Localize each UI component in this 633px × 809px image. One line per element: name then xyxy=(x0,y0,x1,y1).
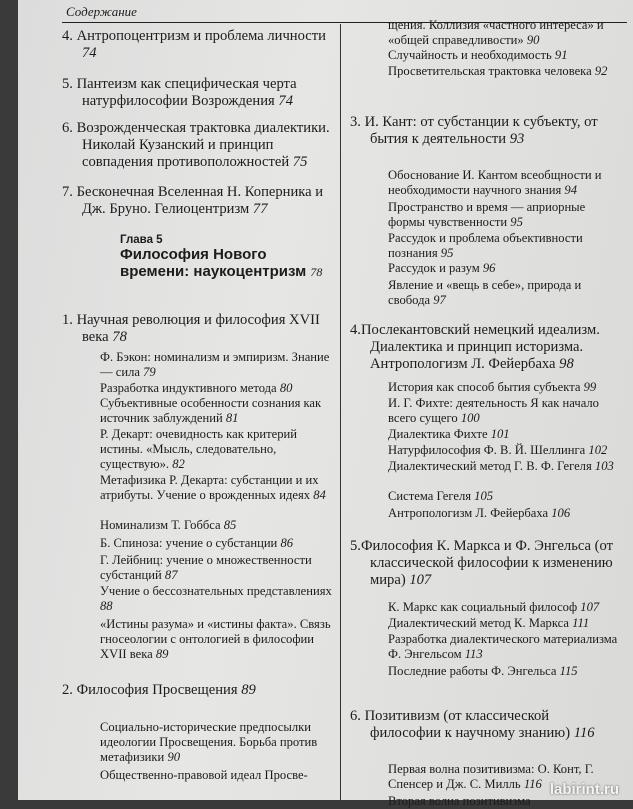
watermark: labirint.ru xyxy=(549,781,619,798)
page-number: 86 xyxy=(280,536,294,550)
page-number: 75 xyxy=(292,154,308,170)
entry-title: Социально-исторические предпосылки идеологии Просвещения. Борьба против метафизики xyxy=(100,720,318,764)
page-number: 95 xyxy=(440,246,454,260)
entry-title: 1. Научная революция и философия XVII века xyxy=(62,312,320,345)
page-number: 99 xyxy=(583,380,597,394)
entry-title: щения. Коллизия «частного интереса» и «общей справедливости» xyxy=(388,18,604,47)
page-number: 101 xyxy=(490,427,510,441)
page-number: 87 xyxy=(164,568,178,582)
page-number: 74 xyxy=(278,93,293,109)
page-number: 77 xyxy=(252,201,268,217)
toc-subsection-entry xyxy=(350,200,622,230)
page-number: 115 xyxy=(559,664,578,678)
entry-title: Метафизика Р. Декарта: субстанции и их атрибуты. Учение о врожденных идеях xyxy=(100,473,319,502)
toc-subsection-entry xyxy=(350,616,622,631)
page-number: 116 xyxy=(523,777,542,791)
page-number: 107 xyxy=(580,600,600,614)
page-number: 80 xyxy=(279,381,293,395)
toc-subsection-entry xyxy=(350,600,622,615)
page-number: 98 xyxy=(559,356,574,372)
chapter-title-text: Философия Нового времени: наукоцентризм xyxy=(120,246,311,280)
entry-title: 2. Философия Просвещения xyxy=(62,682,242,698)
entry-title: Последние работы Ф. Энгельса xyxy=(388,664,560,678)
page-number: 74 xyxy=(82,45,97,61)
entry-title: «Истины разума» и «истины факта». Связь гносеологии с онтологией в философии XVII века xyxy=(100,617,331,661)
entry-title: Общественно-правовой идеал Просве- xyxy=(100,768,308,782)
entry-title: Рассудок и разум xyxy=(388,261,483,275)
toc-subsection-entry xyxy=(62,720,332,765)
entry-title: Диалектика Фихте xyxy=(388,427,491,441)
entry-title: Разработка диалектического материализма Ф. Энгельсом xyxy=(388,632,618,661)
page-number: 107 xyxy=(409,572,432,588)
toc-subsection-entry xyxy=(350,18,622,48)
toc-section-entry xyxy=(350,708,622,742)
toc-section-entry xyxy=(350,322,622,373)
entry-title: Диалектический метод Г. В. Ф. Гегеля xyxy=(388,459,595,473)
toc-subsection-entry xyxy=(350,427,622,442)
toc-subsection-entry xyxy=(62,768,332,783)
toc-subsection-entry xyxy=(350,168,622,198)
toc-subsection-entry xyxy=(62,617,332,662)
page-number: 111 xyxy=(572,616,590,630)
page-number: 89 xyxy=(155,647,169,661)
column-divider xyxy=(340,24,341,800)
entry-title: Явление и «вещь в себе», природа и свобода xyxy=(388,278,582,307)
toc-subsection-entry xyxy=(62,381,332,396)
page-number: 89 xyxy=(241,682,256,698)
chapter-heading xyxy=(62,234,332,281)
toc-section-entry xyxy=(62,28,332,62)
entry-title: Натурфилософия Ф. В. Й. Шеллинга xyxy=(388,443,589,457)
entry-title: Г. Лейбниц: учение о множественности субстанций xyxy=(100,553,312,582)
entry-title: И. Г. Фихте: деятельность Я как начало всего сущего xyxy=(388,396,599,425)
entry-title: 6. Возрожденческая трактовка диалектики. Николай Кузанский и принцип совпадения противоположностей xyxy=(62,120,330,170)
page-number: 100 xyxy=(460,411,480,425)
toc-subsection-entry xyxy=(62,396,332,426)
toc-section-entry xyxy=(350,538,622,589)
entry-title: Система Гегеля xyxy=(388,489,475,503)
entry-title: Первая волна позитивизма: О. Конт, Г. Спенсер и Дж. С. Милль xyxy=(388,762,594,791)
page-number: 90 xyxy=(526,33,540,47)
page-number: 78 xyxy=(310,265,323,279)
toc-subsection-entry xyxy=(62,518,332,533)
page-number: 113 xyxy=(464,647,483,661)
page-number: 82 xyxy=(172,457,185,471)
entry-title: Случайность и необходимость xyxy=(388,48,555,62)
toc-subsection-entry xyxy=(350,459,622,474)
entry-title: Разработка индуктивного метода xyxy=(100,381,280,395)
page-number: 93 xyxy=(509,131,525,147)
entry-title: Пространство и время — априорные формы чувственности xyxy=(388,200,586,229)
entry-title: Антропологизм Л. Фейербаха xyxy=(388,506,552,520)
page-number: 85 xyxy=(223,518,237,532)
page-number: 78 xyxy=(112,329,127,345)
entry-title: 6. Позитивизм (от классической философии к научному знанию) xyxy=(350,708,574,741)
running-head: Содержание xyxy=(66,4,137,19)
toc-subsection-entry xyxy=(350,396,622,426)
toc-subsection-entry xyxy=(62,536,332,551)
entry-title: К. Маркс как социальный философ xyxy=(388,600,581,614)
page-number: 102 xyxy=(588,443,608,457)
chapter-title xyxy=(120,246,332,281)
entry-title: Вторая волна позитивизма xyxy=(388,794,531,808)
entry-title: 4.Послекантовский немецкий идеализм. Диалектика и принцип историзма. Антропологизм Л. Фейербаха xyxy=(350,322,600,372)
toc-subsection-entry xyxy=(350,261,622,276)
toc-subsection-entry xyxy=(62,473,332,503)
page-number: 88 xyxy=(100,599,113,613)
entry-title: 5. Пантеизм как специфическая черта натурфилософии Возрождения xyxy=(62,76,297,109)
page-number: 92 xyxy=(594,64,608,78)
page-number: 105 xyxy=(474,489,494,503)
entry-title: Субъективные особенности сознания как источник заблуждений xyxy=(100,396,322,425)
entry-title: 7. Бесконечная Вселенная Н. Коперника и Дж. Бруно. Гелиоцентризм xyxy=(62,184,324,217)
page-number: 94 xyxy=(564,183,577,197)
entry-title: Учение о бессознательных представлениях xyxy=(100,584,332,598)
page-number: 84 xyxy=(313,488,326,502)
entry-title: Диалектический метод К. Маркса xyxy=(388,616,573,630)
toc-section-entry xyxy=(62,312,332,346)
toc-section-entry xyxy=(62,76,332,110)
chapter-label: Глава 5 xyxy=(120,234,163,246)
toc-section-entry xyxy=(62,184,332,218)
page-number: 81 xyxy=(225,411,239,425)
page-number: 91 xyxy=(554,48,568,62)
page-number: 106 xyxy=(551,506,571,520)
toc-subsection-entry xyxy=(62,584,332,614)
page-number: 95 xyxy=(510,215,523,229)
entry-title: Просветительская трактовка человека xyxy=(388,64,595,78)
entry-title: Номинализм Т. Гоббса xyxy=(100,518,224,532)
page-number: 96 xyxy=(482,261,496,275)
entry-title: Рассудок и проблема объективности познания xyxy=(388,231,583,260)
page-number: 103 xyxy=(594,459,614,473)
entry-title: Б. Спиноза: учение о субстанции xyxy=(100,536,281,550)
entry-title: История как способ бытия субъекта xyxy=(388,380,584,394)
entry-title: 4. Антропоцентризм и проблема личности xyxy=(62,28,326,44)
toc-subsection-entry xyxy=(350,632,622,662)
book-page xyxy=(18,0,633,808)
toc-section-entry xyxy=(350,114,622,148)
toc-subsection-entry xyxy=(350,506,622,521)
entry-title: 5.Философия К. Маркса и Ф. Энгельса (от классической философии к изменению мира) xyxy=(350,538,613,588)
entry-title: Р. Декарт: очевидность как критерий истины. «Мысль, следовательно, существую». xyxy=(100,427,297,471)
toc-subsection-entry xyxy=(350,380,622,395)
page-number: 90 xyxy=(167,750,181,764)
toc-subsection-entry xyxy=(350,489,622,504)
toc-subsection-entry xyxy=(350,231,622,261)
toc-subsection-entry xyxy=(62,553,332,583)
toc-subsection-entry xyxy=(62,350,332,380)
toc-subsection-entry xyxy=(350,664,622,679)
toc-subsection-entry xyxy=(62,427,332,472)
toc-section-entry xyxy=(62,120,332,171)
toc-subsection-entry xyxy=(350,64,622,79)
toc-subsection-entry xyxy=(350,443,622,458)
toc-subsection-entry xyxy=(350,278,622,308)
entry-title: 3. И. Кант: от субстанции к субъекту, от бытия к деятельности xyxy=(350,114,598,147)
page-number: 79 xyxy=(143,365,156,379)
toc-subsection-entry xyxy=(350,48,622,63)
toc-section-entry xyxy=(62,682,332,699)
page-number: 116 xyxy=(573,725,595,741)
entry-title: Обоснование И. Кантом всеобщности и необходимости научного знания xyxy=(388,168,602,197)
entry-title: Ф. Бэкон: номинализм и эмпиризм. Знание — сила xyxy=(100,350,330,379)
page-number: 97 xyxy=(433,293,446,307)
